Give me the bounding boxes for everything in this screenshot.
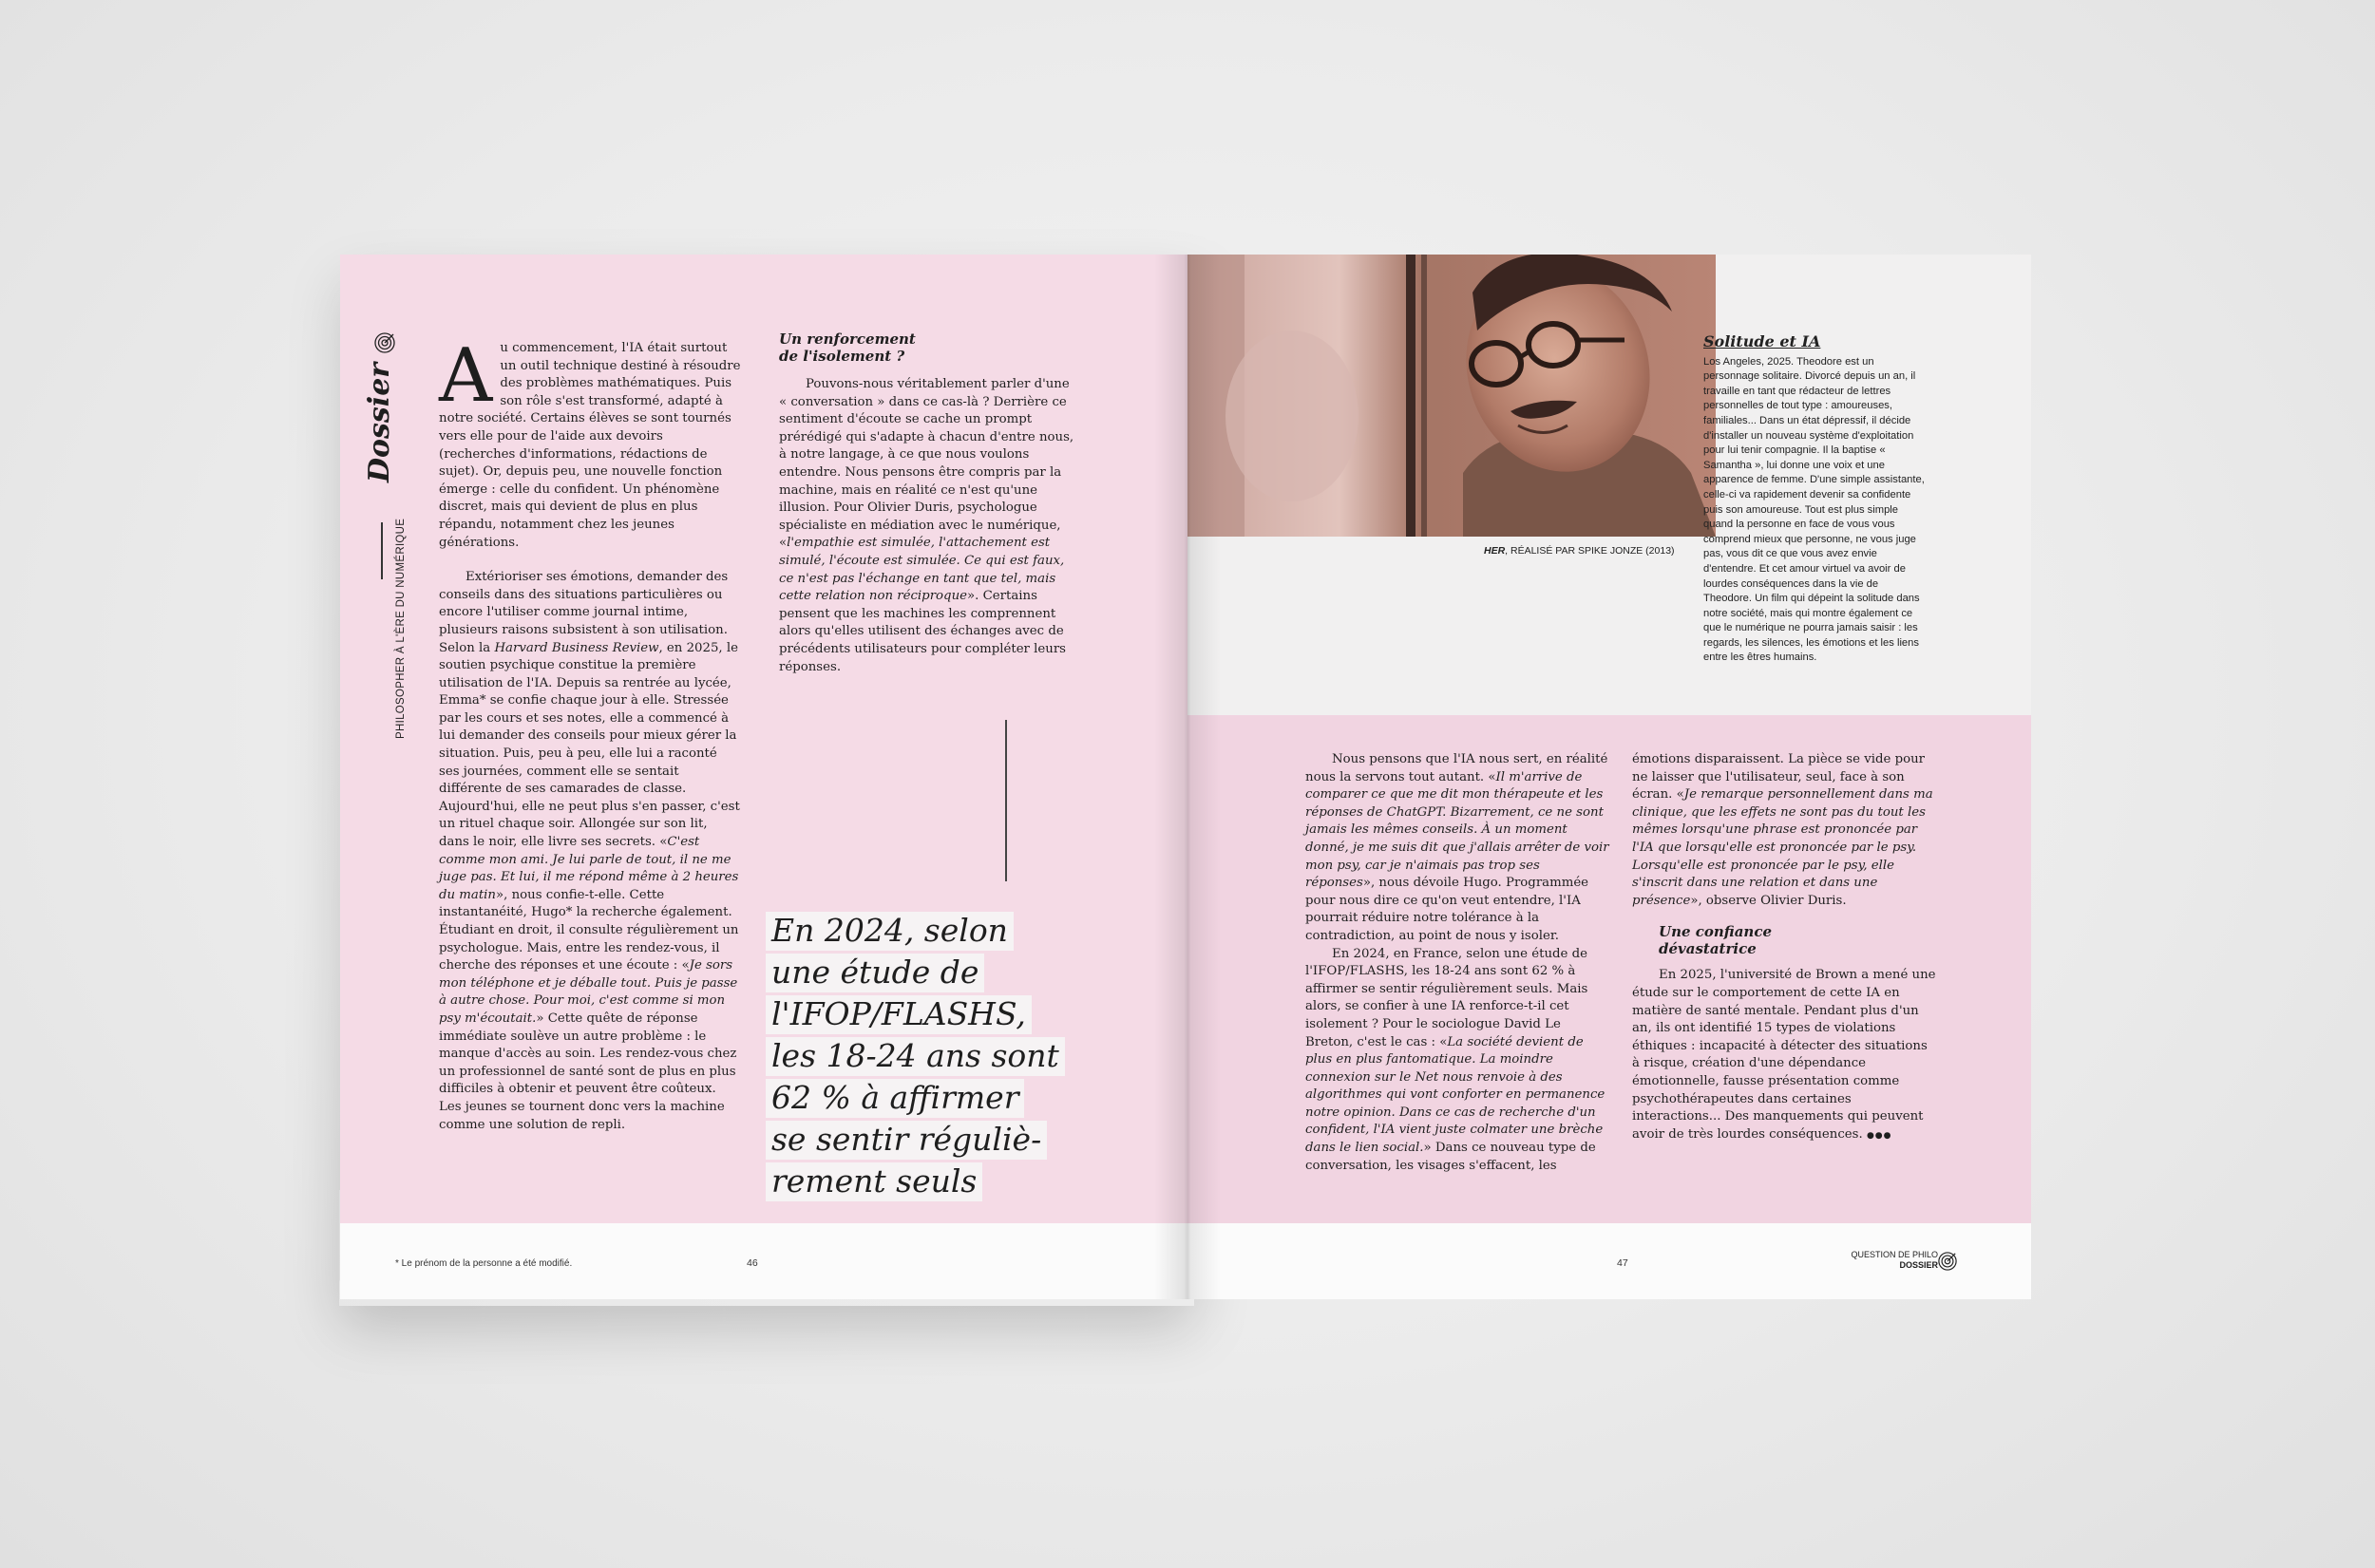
- right-column-2: [1632, 751, 1938, 1144]
- right-page: [1188, 255, 2031, 1299]
- left-column-2: [779, 331, 1081, 676]
- sidebar-title: Solitude et IA: [1703, 332, 1821, 350]
- section-label: Dossier: [363, 362, 396, 482]
- publication-ref: Harvard Business Review: [494, 640, 659, 655]
- left-column-1: [439, 333, 741, 1134]
- subhead: Un renforcement de l'isolement ?: [779, 331, 916, 365]
- side-rule: [381, 522, 383, 579]
- paragraph: Au commencement, l'IA était surtout un outil technique destiné à résoudre des problèmes mathématiques. Puis son rôle s'est transformé, adapté à notre société. Certains élèves se sont tournés vers elle pour de l'aide aux devoirs (recherches d'informations, rédactions de sujet). Or, depuis peu, une nouvelle fonction émerge : celle du confident. Un phénomène discret, mais qui devient de plus en plus répandu, notamment chez les jeunes générations.: [439, 333, 741, 550]
- pull-quote: En 2024, selon une étude de l'IFOP/FLASHS, les 18-24 ans sont 62 % à affirmer se sentir réguliè- rement seuls: [766, 910, 1089, 1202]
- footer-running-title: QUESTION DE PHILO DOSSIER: [1851, 1250, 1938, 1270]
- drop-cap: A: [439, 333, 493, 419]
- portrait-photo: [1188, 255, 1716, 537]
- paragraph: Pouvons-nous véritablement parler d'une « conversation » dans ce cas-là ? Derrière ce sentiment d'écoute se cache un prompt prérédigé qui s'adapte à chacun d'entre nous, à notre langage, à ce que nous voulons entendre. Nous pensons être compris par la machine, mais en réalité ce n'est qu'une illusion. Pour Olivier Duris, psychologue spécialiste en médiation avec le numérique, «l'empathie est simulée, l'attachement est simulé, l'écoute est simulée. Ce qui est faux, ce n'est pas l'échange en tant que tel, mais cette relation non réciproque». Certains pensent que les machines les comprennent alors qu'elles utilisent des échanges avec de précédents utilisateurs pour compléter leurs réponses.: [779, 377, 1074, 674]
- sidebar-box: [1703, 334, 1927, 666]
- vertical-rule: [1005, 720, 1007, 881]
- target-icon: [374, 332, 395, 353]
- right-column-1: [1305, 751, 1611, 1175]
- paragraph: Extérioriser ses émotions, demander des conseils dans des situations particulières ou encore l'utiliser comme journal intime, plusieurs raisons subsistent à son utilisation. Selon la Harvard Business Review, en 2025, le soutien psychique constitue la première utilisation de l'IA. Depuis sa rentrée au lycée, Emma* se confie chaque jour à elle. Stressée par les cours et ses notes, elle a commencé à lui demander des conseils pour mieux gérer la situation. Puis, peu à peu, elle lui a raconté ses journées, comment elle se sentait différente de ses camarades de classe. Aujourd'hui, elle ne peut plus s'en passer, c'est un rituel chaque soir. Allongée sur son lit, dans le noir, elle livre ses secrets. «C'est comme mon ami. Je lui parle de tout, il ne me juge pas. Et lui, il me répond même à 2 heures du matin», nous confie-t-elle. Cette instantanéité, Hugo* la recherche également. Étudiant en droit, il consulte régulièrement un psychologue. Mais, entre les rendez-vous, il cherche des réponses et une écoute : «Je sors mon téléphone et je déballe tout. Puis je passe à autre chose. Pour moi, c'est comme si mon psy m'écoutait.» Cette quête de réponse immédiate soulève un autre problème : le manque d'accès au soin. Les rendez-vous chez un professionnel de santé sont de plus en plus difficiles à obtenir et peuvent être coûteux. Les jeunes se tournent donc vers la machine comme une solution de repli.: [439, 570, 740, 1132]
- paragraph: émotions disparaissent. La pièce se vide pour ne laisser que l'utilisateur, seul, face à son écran. «Je remarque personnellement dans ma clinique, que les effets ne sont pas du tout les mêmes lorsqu'une phrase est prononcée par l'IA que lorsqu'elle est prononcée par le psy. Lorsqu'elle est prononcée par le psy, elle s'inscrit dans une relation et dans une présence», observe Olivier Duris.: [1632, 752, 1933, 908]
- target-icon: [1938, 1252, 1957, 1271]
- subhead: Une confiance dévastatrice: [1659, 923, 1773, 958]
- page-number: 46: [747, 1257, 758, 1269]
- paragraph: En 2025, l'université de Brown a mené une étude sur le comportement de cette IA en matière de santé mentale. Pendant plus d'un an, ils ont identifié 15 types de violations éthiques : incapacité à détecter des situations à risque, création d'une dépendance émotionnelle, fausse présentation comme psychothérapeutes dans certaines interactions... Des manquements qui peuvent avoir de très lourdes conséquences. ●●●: [1632, 968, 1936, 1142]
- footnote: * Le prénom de la personne a été modifié.: [395, 1258, 573, 1269]
- left-page: [340, 255, 1188, 1299]
- section-vertical-title: PHILOSOPHER À L'ÈRE DU NUMÉRIQUE: [395, 518, 407, 739]
- sidebar-body: Los Angeles, 2025. Theodore est un personnage solitaire. Divorcé depuis un an, il travaille en tant que rédacteur de lettres personnelles de tout type : amoureuses, familiales... Dans un état dépressif, il décide d'installer un nouveau système d'exploitation pour lui tenir compagnie. Il la baptise « Samantha », lui donne une voix et une apparence de femme. D'une simple assistante, celle-ci va rapidement devenir sa confidente puis son amoureuse. Tout est plus simple quand la personne en face de vous vous comprend mieux que personne, ne vous juge pas, vous dit ce que vous avez envie d'entendre. Et cet amour virtuel va avoir de lourdes conséquences dans la vie de Theodore. Un film qui dépeint la solitude dans notre société, mais qui montre également ce que le numérique ne pourra jamais saisir : les regards, les silences, les émotions et les liens entre les êtres humains.: [1703, 355, 1925, 664]
- end-mark: ●●●: [1866, 1130, 1892, 1141]
- paragraph: Nous pensons que l'IA nous sert, en réalité nous la servons tout autant. «Il m'arrive de comparer ce que me dit mon thérapeute et les réponses de ChatGPT. Bizarrement, ce ne sont jamais les mêmes conseils. À un moment donné, je me suis dit que j'allais arrêter de voir mon psy, car je n'aimais pas trop ses réponses», nous dévoile Hugo. Programmée pour nous dire ce qu'on veut entendre, l'IA pourrait réduire notre tolérance à la contradiction, au point de nous y isoler.: [1305, 752, 1609, 943]
- paragraph: En 2024, en France, selon une étude de l'IFOP/FLASHS, les 18-24 ans sont 62 % à affirmer se sentir régulièrement seuls. Mais alors, se confier à une IA renforce-t-il cet isolement ? Pour le sociologue David Le Breton, c'est le cas : «La société devient de plus en plus fantomatique. La moindre connexion sur le Net nous renvoie à des algorithmes qui vont conforter en permanence notre opinion. Dans ce cas de recherche d'un confident, l'IA vient juste colmater une brèche dans le lien social.» Dans ce nouveau type de conversation, les visages s'effacent, les: [1305, 946, 1606, 1173]
- page-number: 47: [1617, 1257, 1628, 1269]
- photo-caption: HER, RÉALISÉ PAR SPIKE JONZE (2013): [1484, 545, 1675, 557]
